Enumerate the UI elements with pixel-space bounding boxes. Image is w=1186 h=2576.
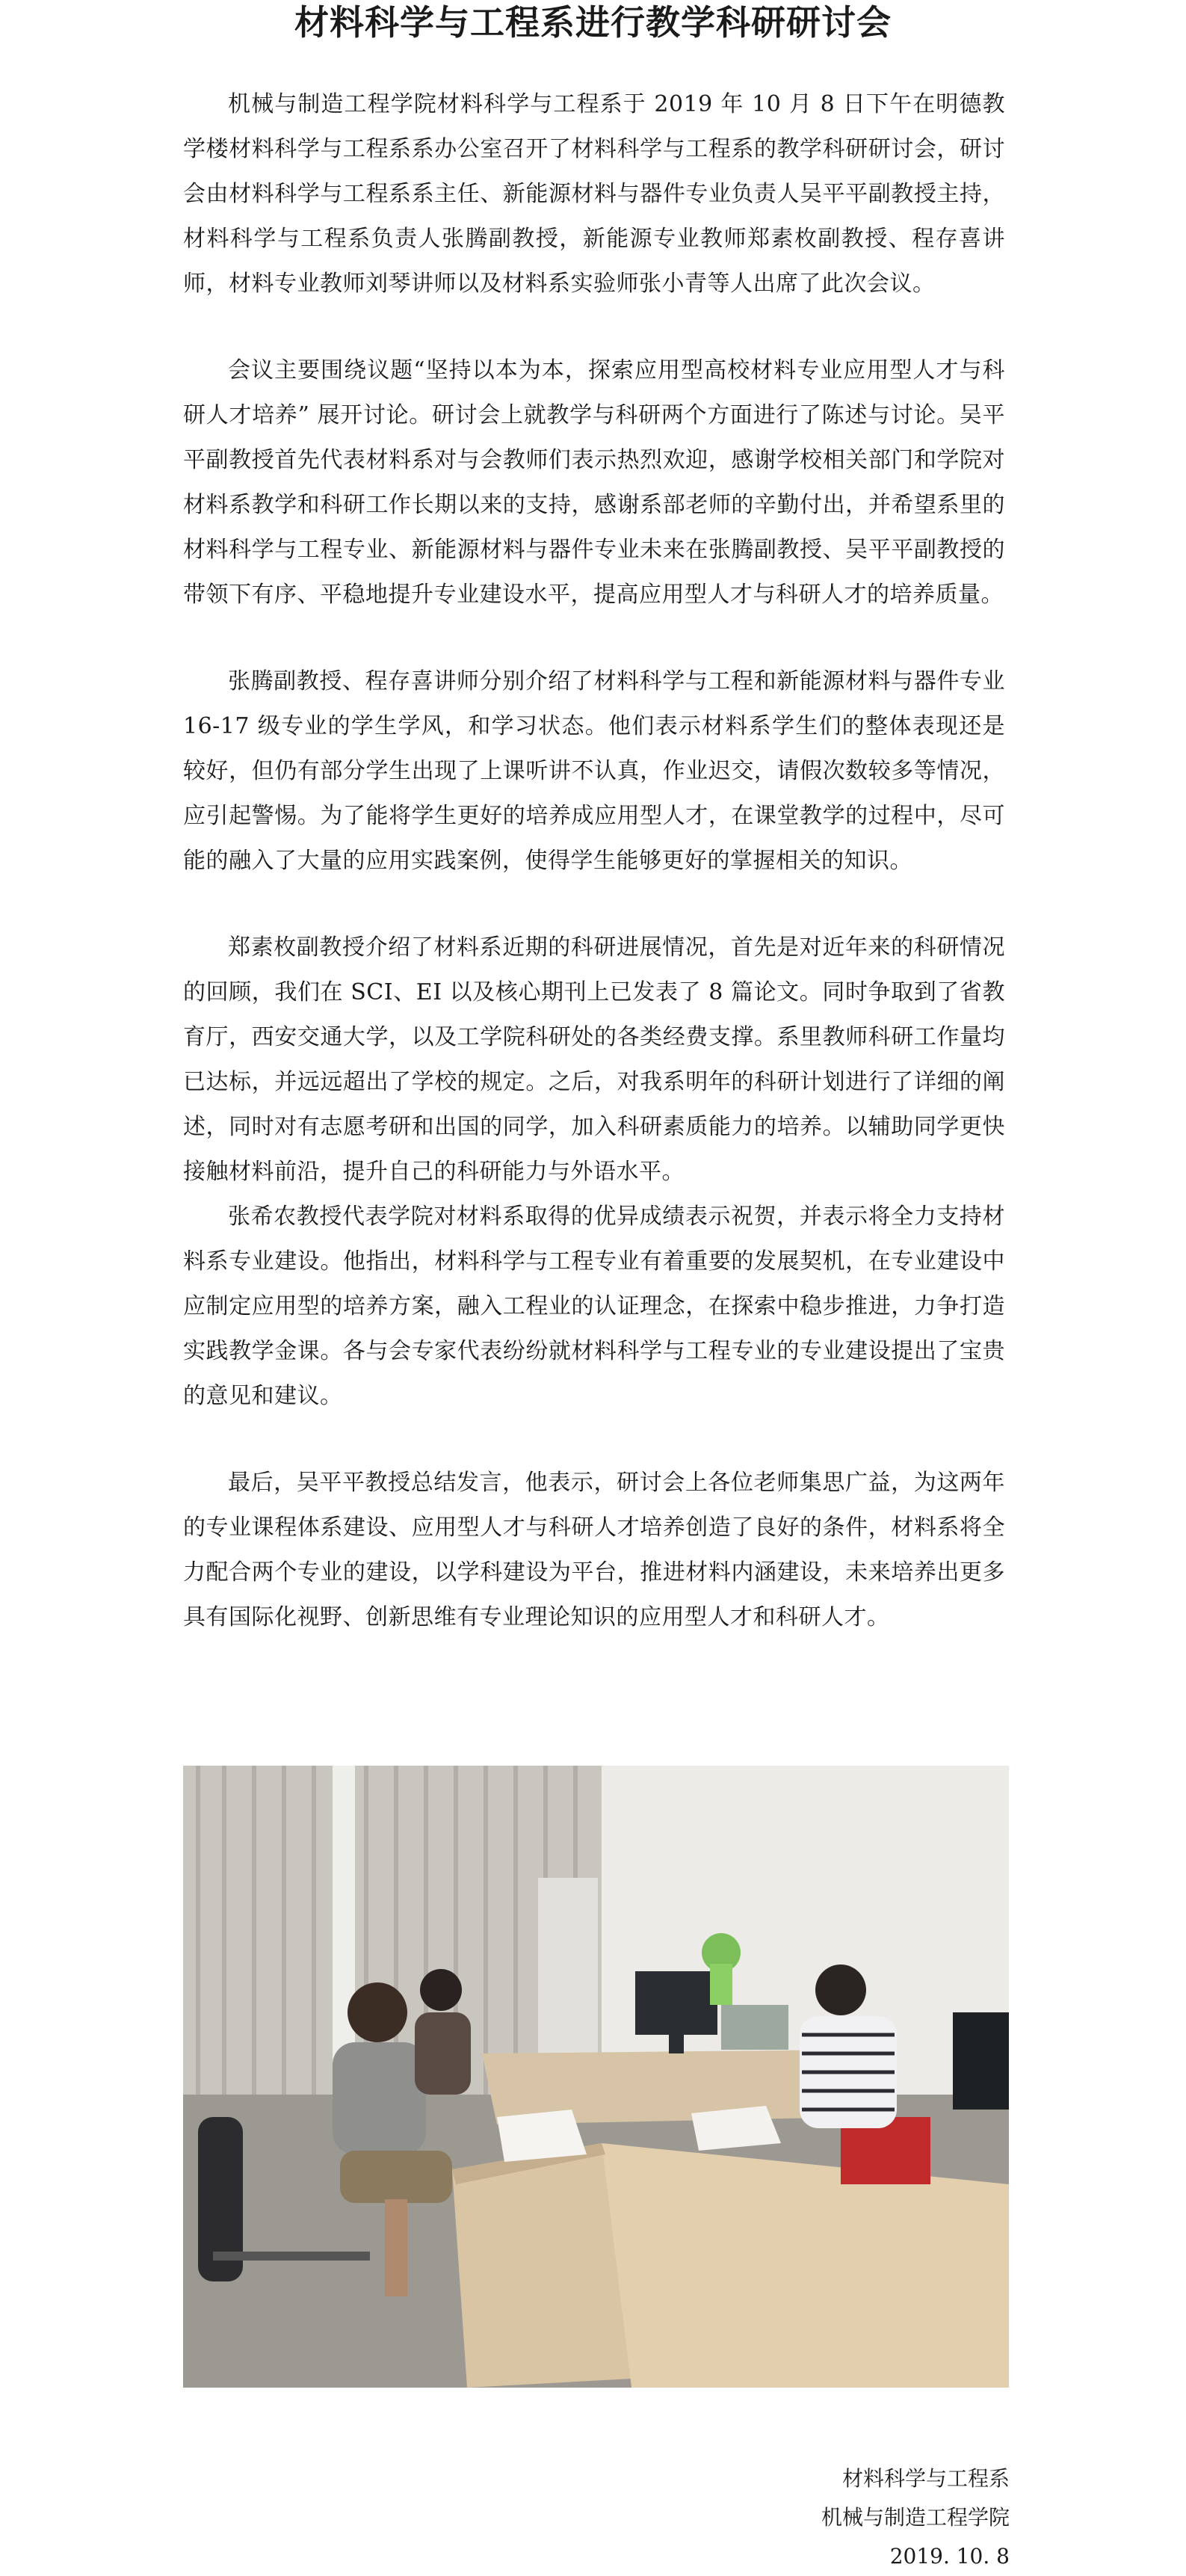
paragraph-4: 郑素枚副教授介绍了材料系近期的科研进展情况，首先是对近年来的科研情况的回顾，我们在 SCI、EI 以及核心期刊上已发表了 8 篇论文。同时争取到了省教育厅，西安交通大学，以及工学院科研处的各类经费支撑。系里教师科研工作量均已达标，并远远超出了学校的规定。之后，对我系明年的科研计划进行了详细的阐述，同时对有志愿考研和出国的同学，加入科研素质能力的培养。以辅助同学更快接触材料前沿，提升自己的科研能力与外语水平。 [183, 934, 1005, 1185]
paragraph-2: 会议主要围绕议题“坚持以本为本，探索应用型高校材料专业应用型人才与科研人才培养” 展开讨论。研讨会上就教学与科研两个方面进行了陈述与讨论。吴平平副教授首先代表材料系对与会教师们表示热烈欢迎，感谢学校相关部门和学院对材料系教学和科研工作长期以来的支持，感谢系部老师的辛勤付出，并希望系里的材料科学与工程专业、新能源材料与器件专业未来在张腾副教授、吴平平副教授的带领下有序、平稳地提升专业建设水平，提高应用型人才与科研人才的培养质量。 [183, 357, 1005, 608]
paragraph-3: 张腾副教授、程存喜讲师分别介绍了材料科学与工程和新能源材料与器件专业 16-17 级专业的学生学风，和学习状态。他们表示材料系学生们的整体表现还是较好，但仍有部分学生出现了上课听讲不认真，作业迟交，请假次数较多等情况，应引起警惕。为了能将学生更好的培养成应用型人才，在课堂教学的过程中，尽可能的融入了大量的应用实践案例，使得学生能够更好的掌握相关的知识。 [183, 668, 1005, 874]
document-title: 材料科学与工程系进行教学科研研讨会 [294, 2, 892, 43]
signature-college: 机械与制造工程学院 [821, 2505, 1010, 2530]
signature-department: 材料科学与工程系 [841, 2466, 1010, 2491]
meeting-photo [183, 1766, 1009, 2388]
paragraph-1: 机械与制造工程学院材料科学与工程系于 2019 年 10 月 8 日下午在明德教学楼材料科学与工程系系办公室召开了材料科学与工程系的教学科研研讨会，研讨会由材料科学与工程系系主任、新能源材料与器件专业负责人吴平平副教授主持，材料科学与工程系负责人张腾副教授，新能源专业教师郑素枚副教授、程存喜讲师，材料专业教师刘琴讲师以及材料系实验师张小青等人出席了此次会议。 [183, 91, 1005, 297]
signature-block [821, 2459, 1010, 2576]
paragraph-5: 张希农教授代表学院对材料系取得的优异成绩表示祝贺，并表示将全力支持材料系专业建设。他指出，材料科学与工程专业有着重要的发展契机，在专业建设中应制定应用型的培养方案，融入工程业的认证理念，在探索中稳步推进，力争打造实践教学金课。各与会专家代表纷纷就材料科学与工程专业的专业建设提出了宝贵的意见和建议。 [183, 1204, 1005, 1409]
document-body [183, 82, 1005, 1640]
paragraph-6: 最后，吴平平教授总结发言，他表示，研讨会上各位老师集思广益，为这两年的专业课程体系建设、应用型人才与科研人才培养创造了良好的条件，材料系将全力配合两个专业的建设，以学科建设为平台，推进材料内涵建设，未来培养出更多具有国际化视野、创新思维有专业理论知识的应用型人才和科研人才。 [183, 1470, 1005, 1630]
signature-date: 2019. 10. 8 [889, 2544, 1010, 2569]
